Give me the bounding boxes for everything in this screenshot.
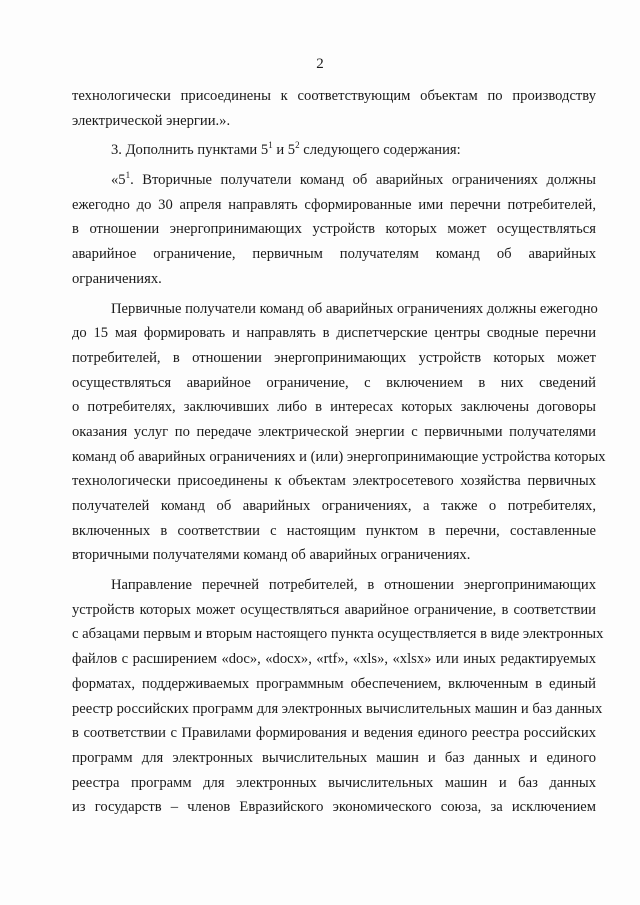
paragraph [72, 573, 604, 820]
text-fragment: следующего содержания: [299, 142, 461, 159]
text-line: Направление перечней потребителей, в отношении энергопринимающих [111, 577, 596, 594]
text-fragment: 3. Дополнить пунктами 5 [111, 142, 269, 159]
text-line: в соответствии с Правилами формирования и ведения единого реестра российских [72, 725, 596, 742]
paragraph [72, 297, 606, 569]
text-fragment: . Вторичные получатели команд об аварийных ограничениях должны [130, 172, 596, 189]
page-number: 2 [316, 56, 324, 72]
text-line: программ для электронных вычислительных машин и баз данных и единого [72, 749, 596, 766]
text-line: команд об аварийных ограничениях и (или) энергопринимающие устройства которых [72, 448, 606, 465]
paragraph [72, 168, 596, 291]
text-fragment: и 5 [272, 142, 296, 159]
text-fragment: «5 [111, 172, 126, 189]
text-line: Первичные получатели команд об аварийных ограничениях должны ежегодно [111, 300, 598, 317]
paragraph [72, 138, 596, 163]
superscript: 1 [268, 140, 273, 151]
text-line: ограничениях. [72, 270, 162, 287]
text-line: получателей команд об аварийных ограничениях, а также о потребителях, [72, 498, 596, 514]
text-line: файлов с расширением «doc», «docx», «rtf», «xls», «xlsx» или иных редактируемых [72, 651, 596, 668]
superscript: 2 [295, 140, 300, 151]
text-line: оказания услуг по передаче электрической энергии с первичными получателями [72, 423, 596, 440]
text-line: форматах, поддерживаемых программным обеспечением, включенным в единый [72, 675, 596, 692]
text-line [72, 168, 596, 193]
text-line: включенных в соответствии с настоящим пунктом в перечни, составленные [72, 522, 596, 539]
text-line: потребителей, в отношении энергопринимающих устройств которых может [72, 349, 596, 366]
text-line: до 15 мая формировать и направлять в диспетчерские центры сводные перечни [72, 325, 596, 342]
text-line: осуществляться аварийное ограничение, с включением в них сведений [72, 374, 596, 391]
paragraph [72, 84, 596, 133]
text-line: вторичными получателями команд об аварийных ограничениях. [72, 547, 471, 564]
text-line: реестр российских программ для электронных вычислительных машин и баз данных [72, 700, 603, 717]
text-line: о потребителях, заключивших либо в интересах которых заключены договоры [72, 399, 596, 416]
text-line: устройств которых может осуществляться аварийное ограничение, в соответствии [72, 601, 596, 618]
text-line: в отношении энергопринимающих устройств которых может осуществляться [72, 221, 596, 238]
text-line: реестра программ для электронных вычислительных машин и баз данных [72, 774, 596, 791]
text-line: из государств – членов Евразийского экономического союза, за исключением [72, 799, 596, 816]
text-line: технологически присоединены к соответствующим объектам по производству [72, 88, 596, 104]
document-body [72, 84, 606, 820]
text-line [72, 138, 596, 163]
text-line: с абзацами первым и вторым настоящего пункта осуществляется в виде электронных [72, 626, 604, 643]
text-line: аварийное ограничение, первичным получателям команд об аварийных [72, 246, 596, 263]
superscript: 1 [125, 170, 131, 181]
text-line: ежегодно до 30 апреля направлять сформированные ими перечни потребителей, [72, 196, 596, 213]
text-line: электрической энергии.». [72, 112, 231, 129]
text-line: технологически присоединены к объектам электросетевого хозяйства первичных [72, 473, 596, 490]
